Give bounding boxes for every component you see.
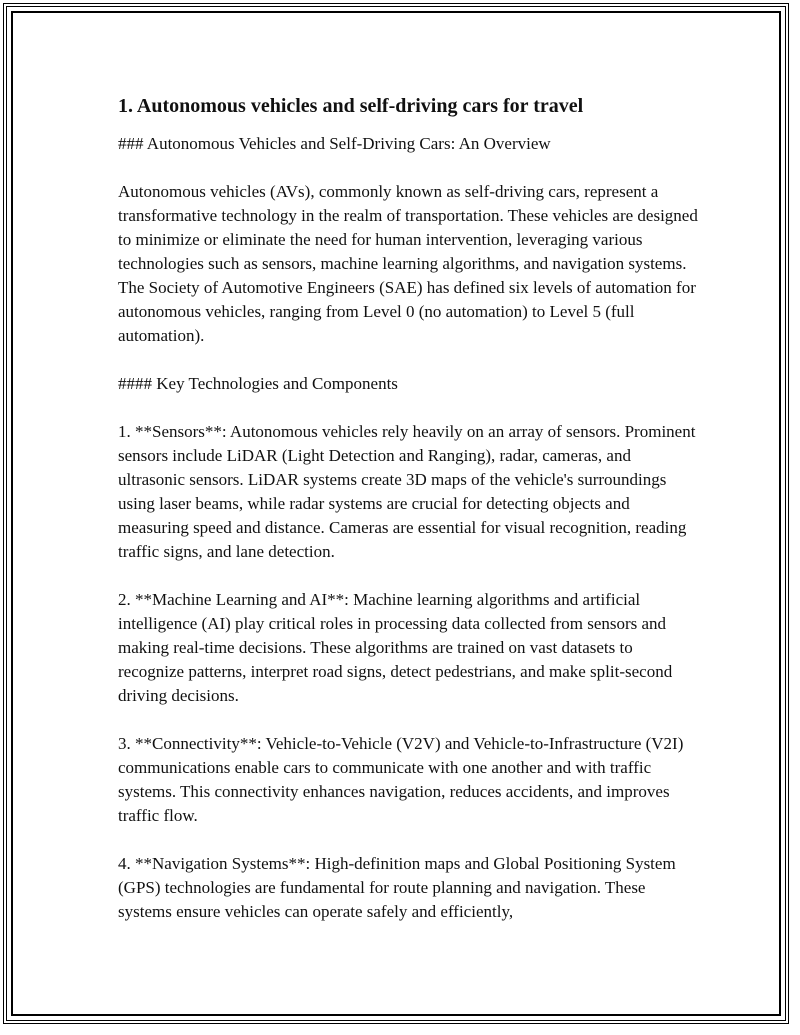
document-title: 1. Autonomous vehicles and self-driving cars for travel	[118, 95, 584, 117]
document-body	[118, 92, 698, 948]
navigation-paragraph: 4. **Navigation Systems**: High-definition maps and Global Positioning System (GPS) technologies are fundamental for route planning and navigation. These systems ensure vehicles can operate safely and efficiently,	[118, 854, 676, 921]
sensors-paragraph: 1. **Sensors**: Autonomous vehicles rely heavily on an array of sensors. Prominent sensors include LiDAR (Light Detection and Ranging), radar, cameras, and ultrasonic sensors. LiDAR systems create 3D maps of the vehicle's surroundings using laser beams, while radar systems are crucial for detecting objects and measuring speed and distance. Cameras are essential for visual recognition, reading traffic signs, and lane detection.	[118, 422, 696, 561]
overview-heading: ### Autonomous Vehicles and Self-Driving Cars: An Overview	[118, 134, 551, 153]
intro-paragraph: Autonomous vehicles (AVs), commonly known as self-driving cars, represent a transformative technology in the realm of transportation. These vehicles are designed to minimize or eliminate the need for human intervention, leveraging various technologies such as sensors, machine learning algorithms, and navigation systems. The Society of Automotive Engineers (SAE) has defined six levels of automation for autonomous vehicles, ranging from Level 0 (no automation) to Level 5 (full automation).	[118, 182, 698, 345]
key-technologies-heading: #### Key Technologies and Components	[118, 374, 398, 393]
connectivity-paragraph: 3. **Connectivity**: Vehicle-to-Vehicle (V2V) and Vehicle-to-Infrastructure (V2I) communications enable cars to communicate with one another and with traffic systems. This connectivity enhances navigation, reduces accidents, and improves traffic flow.	[118, 734, 684, 825]
machine-learning-paragraph: 2. **Machine Learning and AI**: Machine learning algorithms and artificial intelligence (AI) play critical roles in processing data collected from sensors and making real-time decisions. These algorithms are trained on vast datasets to recognize patterns, interpret road signs, detect pedestrians, and make split-second driving decisions.	[118, 590, 673, 705]
